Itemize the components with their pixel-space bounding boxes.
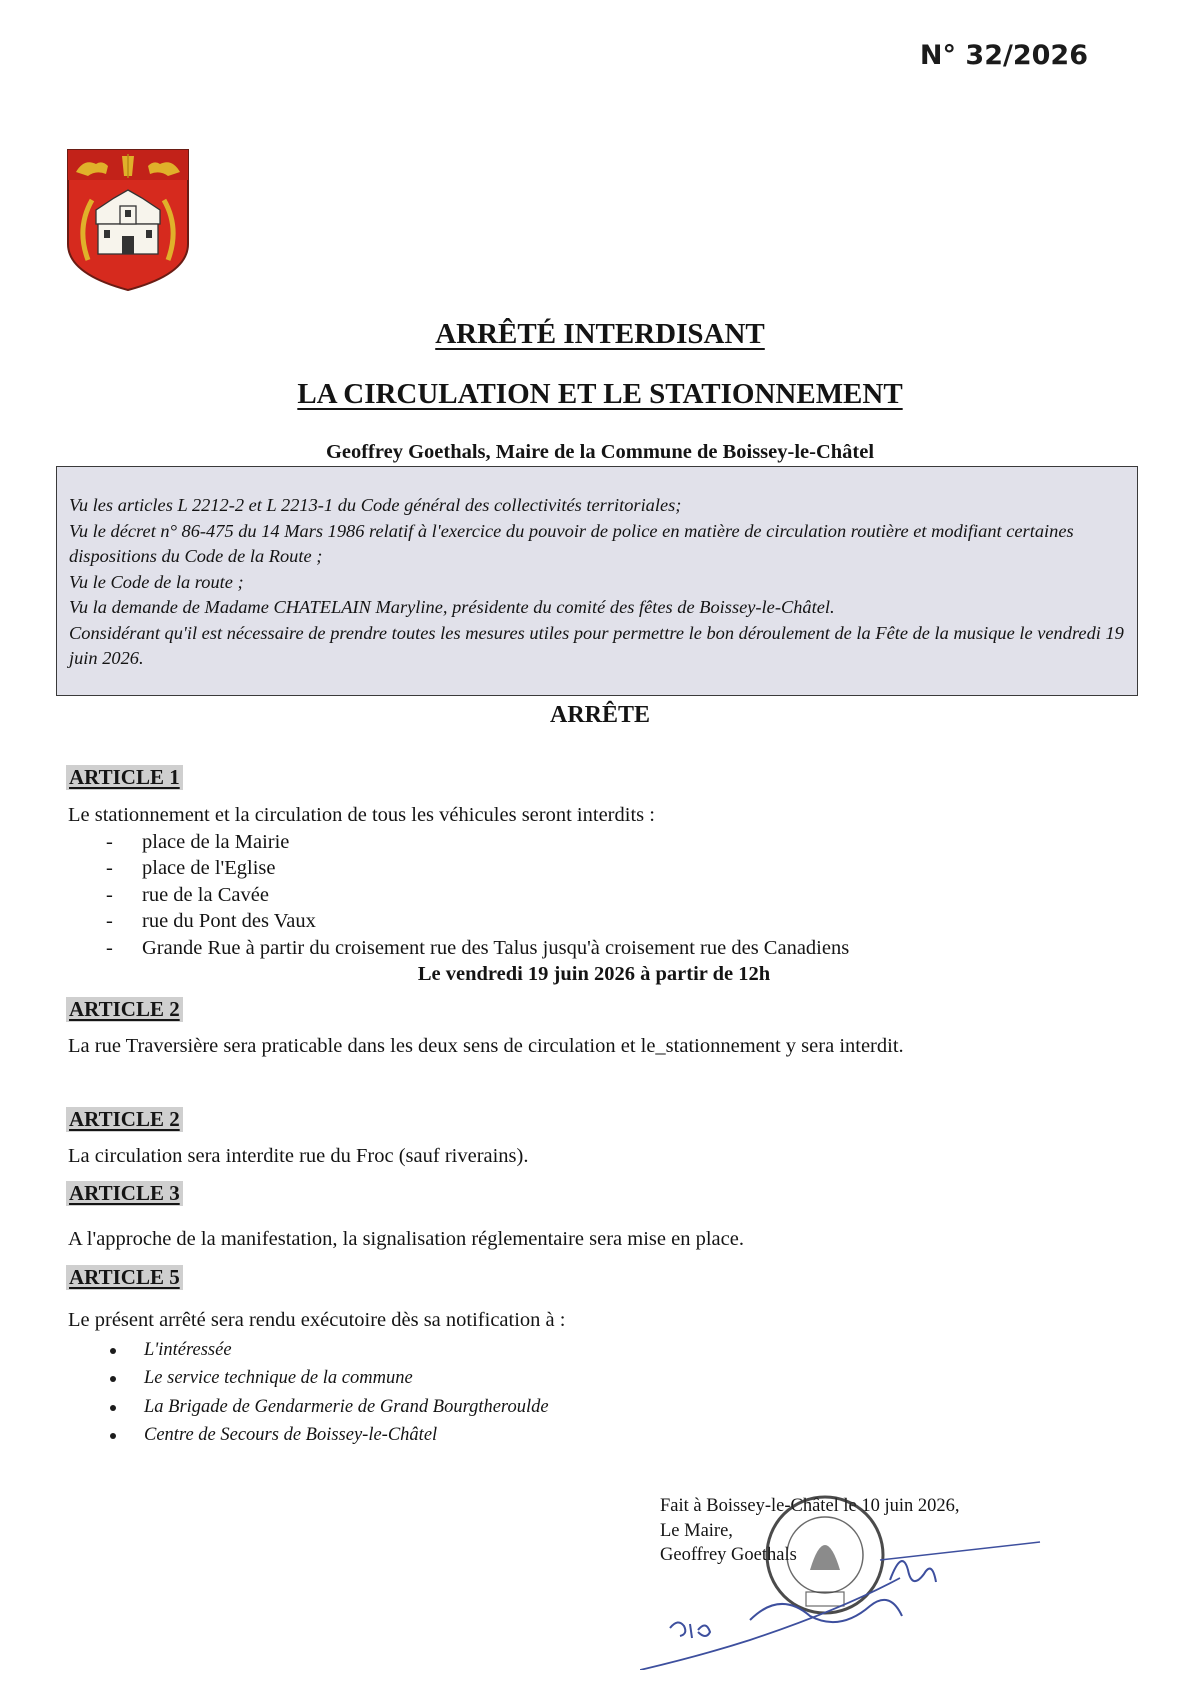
article-1-body xyxy=(68,802,1120,988)
recipient-list xyxy=(68,1336,1120,1450)
consideration-line: Vu le Code de la route ; xyxy=(69,571,244,592)
list-item: Centre de Secours de Boissey-le-Châtel xyxy=(68,1421,1120,1450)
consideration-line: Vu la demande de Madame CHATELAIN Maryline, présidente du comité des fêtes de Boissey-le-Châtel. xyxy=(69,597,835,617)
considerations-box xyxy=(56,466,1138,696)
consideration-line: Considérant qu'il est nécessaire de prendre toutes les mesures utiles pour permettre le bon déroulement de la Fête de la musique le vendredi 19 juin 2026. xyxy=(69,622,1124,668)
arrete-heading: ARRÊTE xyxy=(549,702,651,728)
signature-role: Le Maire, xyxy=(660,1520,733,1541)
article-2b-label: ARTICLE 2 xyxy=(66,1107,183,1132)
article-5-intro: Le présent arrêté sera rendu exécutoire dès sa notification à : xyxy=(68,1309,566,1331)
article-1-label: ARTICLE 1 xyxy=(66,765,183,790)
street-list xyxy=(68,829,1120,962)
date-line: Le vendredi 19 juin 2026 à partir de 12h xyxy=(417,963,771,985)
title-line-1: ARRÊTÉ INTERDISANT xyxy=(435,318,765,350)
title-line-2: LA CIRCULATION ET LE STATIONNEMENT xyxy=(297,378,903,410)
list-item: - rue du Pont des Vaux xyxy=(68,908,1120,935)
article-3-label: ARTICLE 3 xyxy=(66,1181,183,1206)
list-item: - rue de la Cavée xyxy=(68,882,1120,909)
signature-place-date: Fait à Boissey-le-Châtel le 10 juin 2026, xyxy=(660,1496,960,1516)
list-item: Le service technique de la commune xyxy=(68,1364,1120,1393)
article-5-label: ARTICLE 5 xyxy=(66,1265,183,1290)
list-item: La Brigade de Gendarmerie de Grand Bourgtheroulde xyxy=(68,1393,1120,1422)
article-2-text: La rue Traversière sera praticable dans les deux sens de circulation et le_stationnement y sera interdit. xyxy=(68,1035,904,1057)
mayor-line: Geoffrey Goethals, Maire de la Commune de Boissey-le-Châtel xyxy=(325,441,875,463)
article-2-label: ARTICLE 2 xyxy=(66,997,183,1022)
list-item: L'intéressée xyxy=(68,1336,1120,1365)
article-5-body xyxy=(68,1307,1120,1450)
consideration-line: Vu les articles L 2212-2 et L 2213-1 du Code général des collectivités territoriales; xyxy=(69,495,682,515)
article-3-text: A l'approche de la manifestation, la signalisation réglementaire sera mise en place. xyxy=(68,1228,744,1250)
consideration-line: Vu le décret n° 86-475 du 14 Mars 1986 relatif à l'exercice du pouvoir de police en matière de circulation routière et modifiant certaines dispositions du Code de la Route ; xyxy=(69,520,1074,566)
list-item: - place de l'Eglise xyxy=(68,855,1120,882)
document-number: N° 32/2026 xyxy=(919,40,1088,71)
article-2b-text: La circulation sera interdite rue du Froc (sauf riverains). xyxy=(68,1145,529,1167)
coat-of-arms-icon xyxy=(66,148,190,292)
signature-name: Geoffrey Goethals xyxy=(660,1545,797,1565)
signature-icon xyxy=(640,1520,1150,1670)
article-1-intro: Le stationnement et la circulation de tous les véhicules seront interdits : xyxy=(68,804,655,826)
list-item: - place de la Mairie xyxy=(68,829,1120,856)
list-item: - Grande Rue à partir du croisement rue des Talus jusqu'à croisement rue des Canadiens xyxy=(68,935,1120,962)
